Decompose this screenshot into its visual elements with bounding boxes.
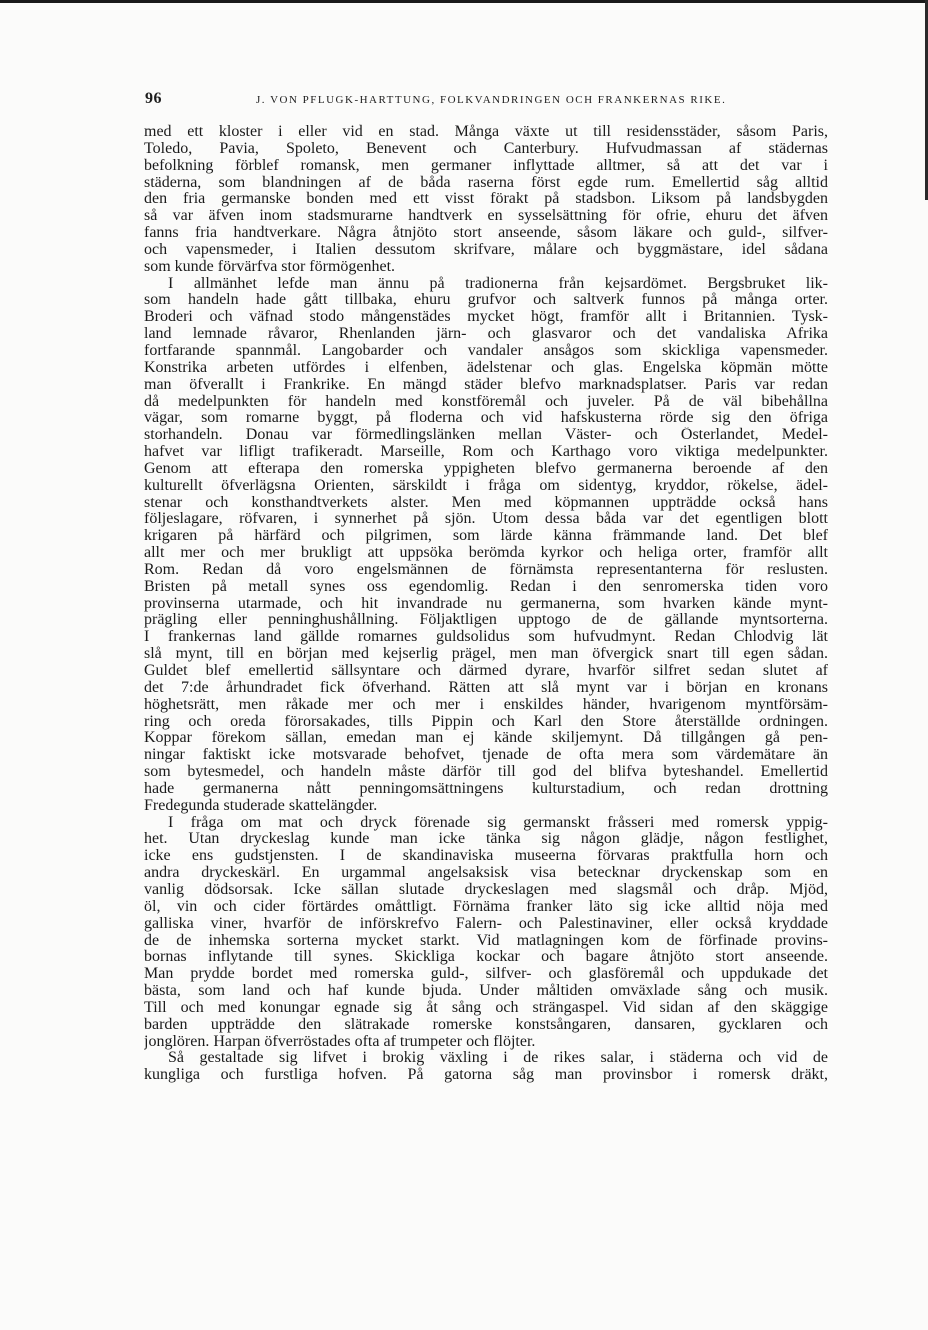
text-line: höghetsrätt, men råkade mer och mer i enskildes händer, hvarigenom myntförsäm-	[144, 696, 828, 713]
text-line: slå mynt, till en början med kejserlig prägel, men man öfvergick snart till egen sådan.	[144, 646, 828, 663]
text-line: den fria germanske bonden med ett visst förakt på stadsbon. Liksom på landsbygden	[144, 191, 828, 208]
text-line: Konstrika arbeten utfördes i elfenben, ädelstenar och glas. Engelska köpmän mötte	[144, 359, 828, 376]
text-line: följeslagare, röfvaren, i synnerhet på sjön. Utom dessa båda var det egentligen blott	[144, 511, 828, 528]
text-line: Man prydde bordet med romerska guld-, silfver- och glasföremål och uppdukade det	[144, 966, 828, 983]
text-line: Toledo, Pavia, Spoleto, Benevent och Canterbury. Hufvudmassan af städernas	[144, 140, 828, 157]
text-line: de de inhemska sorterna mycket starkt. Vid matlagningen kom de förfinade provins-	[144, 932, 828, 949]
page-number: 96	[145, 90, 162, 107]
text-line: vanlig dödsorsak. Icke sällan slutade dryckeslagen med slagsmål och dråp. Mjöd,	[144, 881, 828, 898]
text-line: befolkning förblef romansk, men germaner inflyttade alltmer, så att det var i	[144, 157, 828, 174]
text-line: Till och med konungar egnade sig åt sång och strängaspel. Vid sidan af den skäggige	[144, 999, 828, 1016]
text-line: och vapensmeder, i Italien dessutom skrifvare, målare och byggmästare, idel sådana	[144, 241, 828, 258]
text-line: som kunde förvärfva stor förmögenhet.	[144, 258, 396, 275]
text-line: det 7:de århundradet fick öfverhand. Rätten att slå mynt var i början en kronans	[144, 679, 828, 696]
text-line: som handeln hade gått tillbaka, ehuru grufvor och saltverk funnos på många orter.	[144, 292, 828, 309]
text-line: andra dryckeskärl. En urgammal angelsaksisk visa betecknar dryckenskap som en	[144, 865, 828, 882]
text-line: Koppar förekom sällan, emedan man ej kände skiljemynt. Då tillgången gå pen-	[144, 730, 828, 747]
running-title: J. VON PFLUGK-HARTTUNG, FOLKVANDRINGEN OCH FRANKERNAS RIKE.	[256, 94, 727, 106]
text-line: provinserna utarmade, och hit invandrade nu germanerna, som hvarken kände mynt-	[144, 595, 828, 612]
text-line: då medelpunkten för handeln med konstföremål och juveler. På de väl bibehållna	[144, 393, 828, 410]
text-line: barden uppträdde den slätrakade romerske konstsångaren, dansaren, gycklaren och	[144, 1016, 828, 1033]
text-line: hafvet var lifligt trafikeradt. Marseille, Rom och Karthago voro viktiga medelpunkter.	[144, 444, 828, 461]
text-line: Guldet blef emellertid sällsyntare och därmed dyrare, hvarför silfret sedan slutet af	[144, 663, 828, 679]
text-line: Genom att efterapa den romerska yppigheten blefvo germanerna beroende af den	[144, 460, 828, 477]
text-line: Bristen på metall synes oss egendomlig. Redan i den senromerska tiden voro	[144, 578, 828, 595]
text-line: kulturellt öfverlägsna Orienten, särskildt i fråga om sidentyg, kryddor, rökelse, ädel-	[144, 477, 828, 494]
text-line: krigaren på härfärd och pilgrimen, som lärde känna främmande land. Det blef	[144, 528, 828, 545]
text-line: galliska viner, hvarför de införskrefvo Falern- och Palestinaviner, eller också kryddade	[144, 915, 828, 932]
text-line: I fråga om mat och dryck förenade sig germanskt fråsseri med romersk yppig-	[168, 814, 828, 831]
text-line: hade germanerna nått penningomsättningens kulturstadium, och redan drottning	[144, 780, 828, 797]
text-line: fortfarande spannmål. Langobarder och vandaler ansågos som skickliga vapensmeder.	[144, 342, 828, 359]
text-line: kungliga och furstliga hofven. På gatorna såg man provinsbor i romersk dräkt,	[144, 1067, 828, 1084]
text-line: I frankernas land gällde romarnes guldsolidus som hufvudmynt. Redan Chlodvig lät	[144, 629, 828, 646]
text-line: stenar och konsthandtverkets alster. Men med köpmannen uppträdde också hans	[144, 494, 828, 511]
running-head	[145, 90, 835, 112]
text-line: bornas inflytande till synes. Skickliga kockar och bagare åtnjöto stort anseende.	[144, 949, 828, 966]
text-line: prägling eller penninghushållning. Följaktligen upptogo de de gällande myntsorterna.	[144, 612, 828, 629]
text-line: vägar, som romarne byggt, på floderna och vid hafskusterna rörde sig den öfriga	[144, 410, 828, 427]
scan-edge-top	[0, 0, 928, 3]
text-line: het. Utan dryckeslag kunde man icke tänka sig någon glädje, någon festlighet,	[144, 831, 828, 848]
text-line: allt mer och mer brukligt att uppsöka berömda kyrkor och heliga orter, framför allt	[144, 545, 828, 562]
text-line: som bytesmedel, och handeln måste därför till god del blifva byteshandel. Emellertid	[144, 764, 828, 781]
text-line: städerna, som blandningen af de båda raserna först egde rum. Emellertid såg alltid	[144, 174, 828, 191]
text-line: med ett kloster i eller vid en stad. Många växte ut till residensstäder, såsom Paris,	[144, 124, 828, 140]
body-text	[144, 124, 828, 1084]
text-line: storhandeln. Donau var förmedlingslänken mellan Väster- och Österlandet, Medel-	[144, 427, 828, 444]
text-line: jonglören. Harpan öfverröstades ofta af trumpeter och flöjter.	[144, 1033, 536, 1050]
text-line: ningar faktiskt icke motsvarade behofvet, tjenade de ofta mera som värdemätare än	[144, 747, 828, 764]
text-line: land lemnade råvaror, Rhenlanden järn- och glasvaror och det vandaliska Afrika	[144, 326, 828, 343]
text-line: Broderi och väfnad stodo mångenstädes mycket högt, framför allt i Britannien. Tysk-	[144, 309, 828, 326]
text-line: Så gestaltade sig lifvet i brokig växling i de rikes salar, i städerna och vid de	[168, 1050, 828, 1067]
text-line: öl, vin och cider förtärdes omåttligt. Förnäma franker läto sig icke alltid nöja med	[144, 898, 828, 915]
text-line: icke ens gudstjensten. I de skandinaviska museerna förvaras praktfulla horn och	[144, 848, 828, 865]
text-line: I allmänhet lefde man ännu på tradionerna från kejsardömet. Bergsbruket lik-	[168, 275, 828, 292]
text-line: Rom. Redan då voro engelsmännen de förnämsta representanterna för reslusten.	[144, 561, 828, 578]
text-line: man öfverallt i Frankrike. En mängd städer blefvo marknadsplatser. Paris var redan	[144, 376, 828, 393]
text-line: ring och oreda förorsakades, tills Pippin och Karl den Store återställde ordningen.	[144, 713, 828, 730]
text-line: så var äfven inom stadsmurarne handtverk en sysselsättning för ofrie, ehuru det äfven	[144, 208, 828, 225]
text-line: bästa, som land och haf kunde bjuda. Under måltiden omväxlade sång och musik.	[144, 983, 828, 1000]
text-line: Fredegunda studerade skattelängder.	[144, 797, 378, 814]
text-line: fanns fria handtverkare. Några åtnjöto stort anseende, såsom läkare och guld-, silfver-	[144, 225, 828, 242]
